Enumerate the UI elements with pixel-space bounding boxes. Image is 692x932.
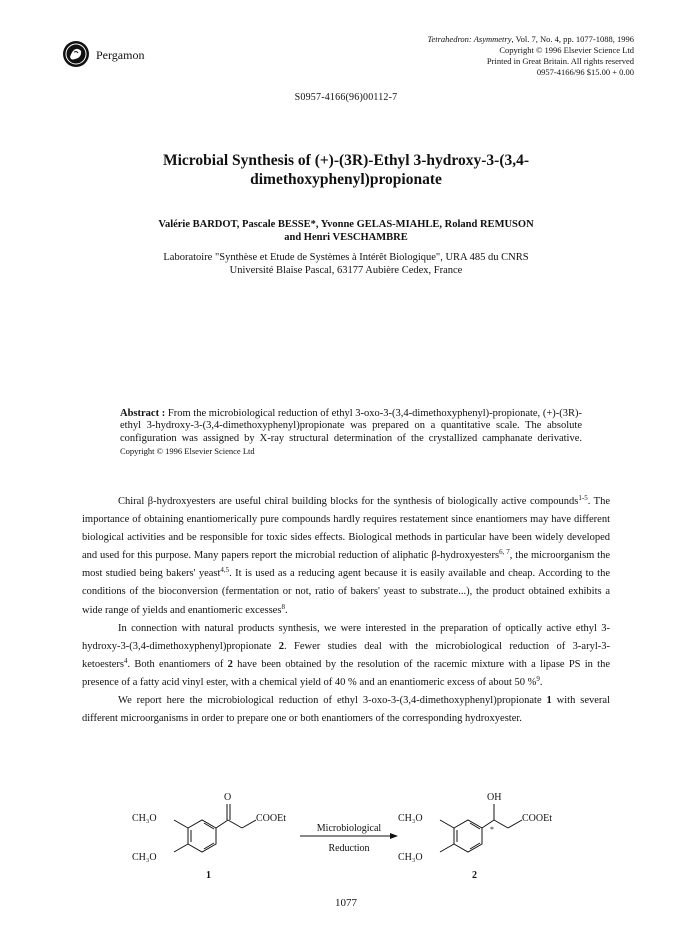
journal-header xyxy=(428,34,634,78)
paragraph-1: Chiral β-hydroxyesters are useful chiral building blocks for the synthesis of biologically active compounds$^{1-5}$. The importance of obtaining enantiomerically pure compounds hardly requires restatement since enantiomers may have different biological activities and be responsible for toxic sides effects. Biological methods in particular have been widely developed and used for this purpose. Many papers report the microbial reduction of aliphatic β-hydroxyesters$^{6, 7}$, the microorganism the most studied being bakers' yeast$^{4,5}$. It is used as a reducing agent because it is easily available and cheap. According to the conditions of the bioconversion (fermentation or not, ratio of bakers' yeast to substrate...), the product obtained exhibits a wide range of yields and enantiomeric excesses$^8$. xyxy=(82,494,611,616)
compound-1-label: 1 xyxy=(206,870,211,881)
abstract-label: Abstract : xyxy=(120,408,166,419)
compound-1-ester: COOEt xyxy=(256,813,286,824)
price-line: 0957-4166/96 $15.00 + 0.00 xyxy=(536,67,634,77)
printed-line: Printed in Great Britain. All rights reserved xyxy=(486,56,634,66)
compound-2-methoxy-bottom: CH₃O xyxy=(398,852,423,863)
compound-2-ester: COOEt xyxy=(522,813,552,824)
publisher-name: Pergamon xyxy=(96,48,145,62)
compound-1-methoxy-bottom: CH₃O xyxy=(132,852,157,863)
compound-1-ketone-oxygen: O xyxy=(224,792,232,803)
paragraph-3: We report here the microbiological reduction of ethyl 3-oxo-3-(3,4-dimethoxyphenyl)propionate 1 with several different microorganisms in order to prepare one or both enantiomers of the corresponding hydroxyester. xyxy=(82,695,610,725)
abstract-text: From the microbiological reduction of ethyl 3-oxo-3-(3,4-dimethoxyphenyl)-propionate, (+)-(3R)-ethyl 3-hydroxy-3-(3,4-dimethoxyphenyl)propionate was prepared on a quantitative scale. The absolute configuration was assigned by X-ray structural determination of the crystallized camphanate derivative. xyxy=(120,408,582,444)
arrow-label-bottom: Reduction xyxy=(328,843,370,854)
paragraph-2: In connection with natural products synthesis, we were interested in the preparation of optically active ethyl 3-hydroxy-3-(3,4-dimethoxyphenyl)propionate 2. Fewer studies deal with the microbiological reduction of 3-aryl-3-ketoesters$^4$. Both enantiomers of 2 have been obtained by the resolution of the racemic mixture with a lipase PS in the presence of a fatty acid vinyl ester, with a chemical yield of 40 % and an enantiomeric excess of about 50 %$^9$. xyxy=(82,622,610,688)
compound-2-stereocenter: * xyxy=(490,825,494,834)
reaction-scheme xyxy=(110,786,590,886)
pergamon-logo xyxy=(62,40,90,68)
compound-1-methoxy-top: CH₃O xyxy=(132,813,157,824)
page-number: 1077 xyxy=(335,897,357,909)
compound-2-structure xyxy=(440,804,522,852)
arrow-label-top: Microbiological xyxy=(316,823,382,834)
compound-2-hydroxyl: OH xyxy=(487,792,502,803)
compound-1-structure xyxy=(174,804,256,852)
affiliation: Laboratoire "Synthèse et Etude de Systèmes à Intérêt Biologique", URA 485 du CNRS Université Blaise Pascal, 63177 Aubière Cedex, France xyxy=(163,252,529,276)
paper-title: Microbial Synthesis of (+)-(3R)-Ethyl 3-hydroxy-3-(3,4- dimethoxyphenyl)propionate xyxy=(162,152,530,188)
copyright-line: Copyright © 1996 Elsevier Science Ltd xyxy=(499,45,634,55)
abstract xyxy=(120,408,582,458)
abstract-copyright: Copyright © 1996 Elsevier Science Ltd xyxy=(120,446,255,456)
compound-2-methoxy-top: CH₃O xyxy=(398,813,423,824)
journal-citation: Tetrahedron: Asymmetry, Vol. 7, No. 4, pp. 1077-1088, 1996 xyxy=(427,34,634,44)
compound-2-label: 2 xyxy=(472,870,477,881)
authors: Valérie BARDOT, Pascale BESSE*, Yvonne GELAS-MIAHLE, Roland REMUSON and Henri VESCHAMBRE xyxy=(158,219,534,243)
body-text xyxy=(82,493,610,728)
article-code: S0957-4166(96)00112-7 xyxy=(294,92,398,103)
